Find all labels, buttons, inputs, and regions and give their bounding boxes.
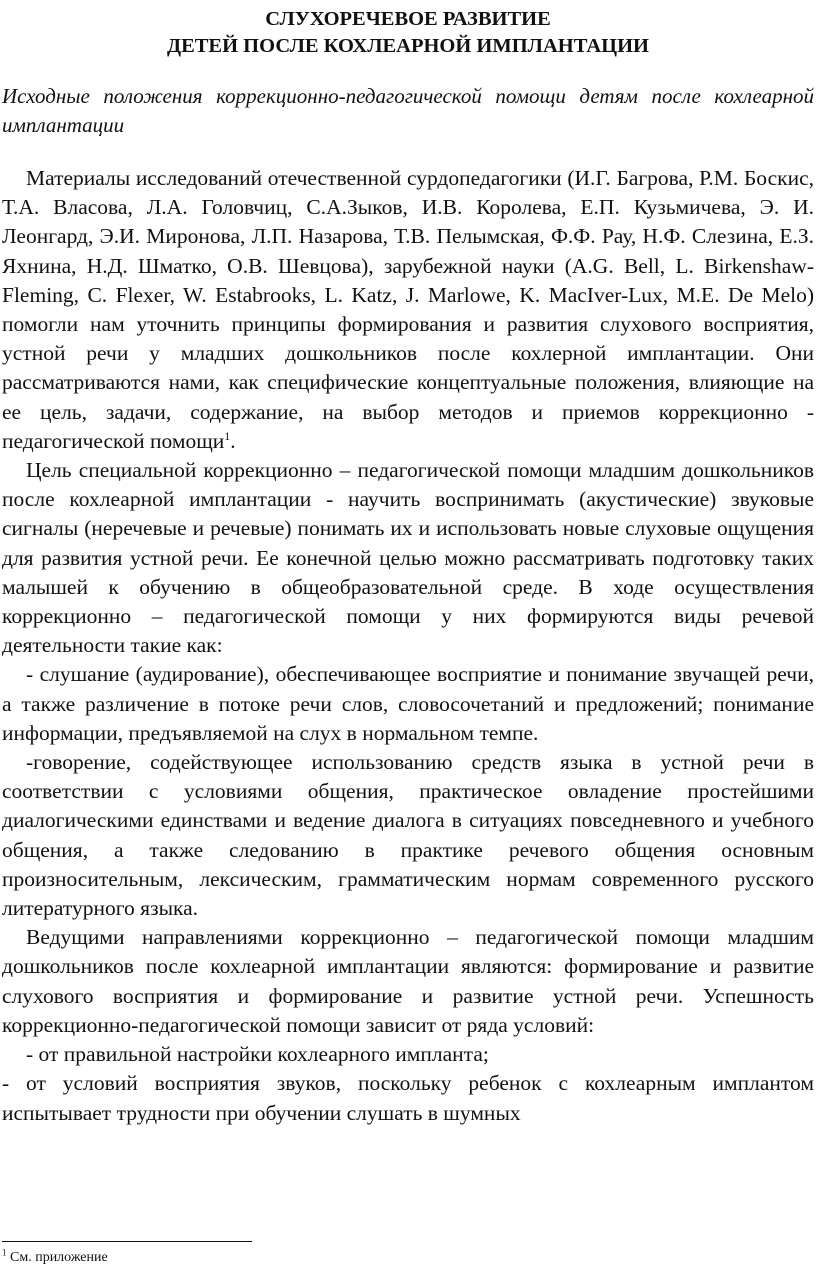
paragraph-sources-end: . [230,428,236,453]
footnote-text: См. приложение [6,1250,108,1265]
paragraph-directions: Ведущими направлениями коррекционно – педагогической помощи младшим дошкольников после кохлеарной имплантации являются: формирование и развитие слухового восприятия и формирование и развитие устной речи. Успешность коррекционно-педагогической помощи зависит от ряда условий: [2,925,814,1037]
paragraph-listening: - слушание (аудирование), обеспечивающее восприятие и понимание звучащей речи, а также различение в потоке речи слов, словосочетаний и предложений; понимание информации, предъявляемой на слух в нормальном темпе. [2,662,814,745]
title-line-2: ДЕТЕЙ ПОСЛЕ КОХЛЕАРНОЙ ИМПЛАНТАЦИИ [166,35,649,57]
footnote-divider [2,1241,252,1242]
paragraph-speaking: -говорение, содействующее использованию средств языка в устной речи в соответствии с условиями общения, практическое овладение простейшими диалогическими единствами и ведение диалога в ситуациях повседневного и учебного общения, а также следованию в практике речевого общения основным произносительным, лексическим, грамматическим нормам современного русского литературного языка. [2,750,814,921]
footnote-number: 1 [2,1247,7,1258]
paragraph-sources-text: Материалы исследований отечественной сурдопедагогики (И.Г. Багрова, Р.М. Боскис, Т.А. Власова, Л.А. Головчиц, С.А.Зыков, И.В. Королева, Е.П. Кузьмичева, Э. И. Леонгард, Э.И. Миронова, Л.П. Назарова, Т.В. Пелымская, Ф.Ф. Рау, Н.Ф. Слезина, Е.З. Яхнина, Н.Д. Шматко, О.В. Шевцова), зарубежной науки (A.G. Bell, L. Birkenshaw-Fleming, C. Flexer, W. Estabrooks, L. Katz, J. Marlowe, K. MacIver-Lux, M.E. De Melo) помогли нам уточнить принципы формирования и развития слухового восприятия, устной речи у младших дошкольников после кохлерной имплантации. Они рассматриваются нами, как специфические концептуальные положения, влияющие на ее цель, задачи, содержание, на выбор методов и приемов коррекционно - педагогической помощи [2,166,814,453]
paragraph-goal: Цель специальной коррекционно – педагогической помощи младшим дошкольников после кохлеарной имплантации - научить воспринимать (акустические) звуковые сигналы (неречевые и речевые) понимать их и использовать новые слуховые ощущения для развития устной речи. Ее конечной целью можно рассматривать подготовку таких малышей к обучению в общеобразовательной среде. В ходе осуществления коррекционно – педагогической помощи у них формируются виды речевой деятельности такие как: [2,458,814,658]
page-title [2,6,814,60]
footnote-reference[interactable]: 1 [224,428,231,443]
paragraph-condition-setup: - от правильной настройки кохлеарного импланта; [26,1042,489,1067]
title-line-1: СЛУХОРЕЧЕВОЕ РАЗВИТИЕ [265,8,551,30]
paragraph-sources [2,164,814,456]
section-subtitle: Исходные положения коррекционно-педагогической помощи детям после кохлеарной имплантации [2,84,814,137]
paragraph-condition-perception: - от условий восприятия звуков, поскольку ребенок с кохлеарным имплантом испытывает трудности при обучении слушать в шумных [2,1071,814,1125]
footnote [2,1247,108,1266]
